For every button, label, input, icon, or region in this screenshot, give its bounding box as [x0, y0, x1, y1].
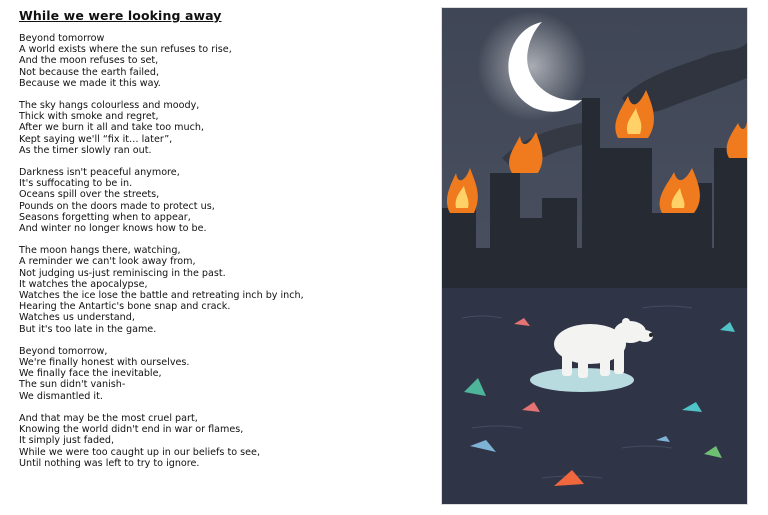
poem-line: And winter no longer knows how to be.	[19, 223, 207, 235]
poem-body	[19, 33, 419, 469]
poem-line: The moon hangs there, watching,	[19, 245, 181, 257]
poem-line: A world exists where the sun refuses to rise,	[19, 44, 232, 56]
poem-line: And the moon refuses to set,	[19, 55, 159, 67]
poem-line: Beyond tomorrow,	[19, 345, 108, 357]
poem-line: Hearing the Antartic's bone snap and crack.	[19, 301, 231, 313]
poem-line: It simply just faded,	[19, 435, 115, 447]
poem-line: Until nothing was left to try to ignore.	[19, 457, 200, 469]
poem-line: But it's too late in the game.	[19, 323, 157, 335]
poem-line: We're finally honest with ourselves.	[19, 357, 190, 369]
poem-line: Knowing the world didn't end in war or flames,	[19, 424, 244, 436]
poem-line: Watches us understand,	[19, 312, 135, 324]
poem-line: Thick with smoke and regret,	[19, 111, 159, 123]
poem-title: While we were looking away	[19, 8, 222, 23]
poem-line: Because we made it this way.	[19, 77, 161, 89]
poem-line: Oceans spill over the streets,	[19, 189, 160, 201]
poem-line: Pounds on the doors made to protect us,	[19, 200, 215, 212]
poem-line: Beyond tomorrow	[19, 33, 105, 44]
poem-stanza	[19, 413, 419, 469]
poem-stanza	[19, 167, 419, 234]
poem-line: It watches the apocalypse,	[19, 278, 148, 290]
poem-line: While we were too caught up in our beliefs to see,	[19, 446, 260, 458]
poem-line: Darkness isn't peaceful anymore,	[19, 167, 180, 179]
poem-line: Not because the earth failed,	[19, 66, 160, 78]
poem-line: We dismantled it.	[19, 390, 103, 402]
flood-water	[442, 288, 747, 504]
poem-stanza	[19, 245, 419, 335]
poem-line: Kept saying we'll “fix it… later”,	[19, 133, 173, 145]
poem-line: The sun didn't vanish-	[19, 379, 126, 391]
poem-line: The sky hangs colourless and moody,	[19, 100, 200, 112]
illustration-panel	[441, 7, 748, 505]
poem-stanza	[19, 346, 419, 402]
poem-line: As the timer slowly ran out.	[19, 144, 152, 156]
poem-line: Watches the ice lose the battle and retreating inch by inch,	[19, 290, 304, 302]
poem-stanza	[19, 33, 419, 89]
poem-line: After we burn it all and take too much,	[19, 122, 204, 134]
illustration-svg	[442, 8, 747, 504]
poem-line: It's suffocating to be in.	[19, 178, 133, 190]
poem-line: Seasons forgetting when to appear,	[19, 211, 191, 223]
poem-panel	[19, 8, 419, 480]
poem-line: Not judging us-just reminiscing in the past.	[19, 267, 226, 279]
poem-stanza	[19, 100, 419, 156]
poem-line: A reminder we can't look away from,	[19, 256, 196, 268]
poem-line: We finally face the inevitable,	[19, 368, 162, 380]
bear-nose	[649, 333, 653, 337]
poem-line: And that may be the most cruel part,	[19, 412, 198, 424]
